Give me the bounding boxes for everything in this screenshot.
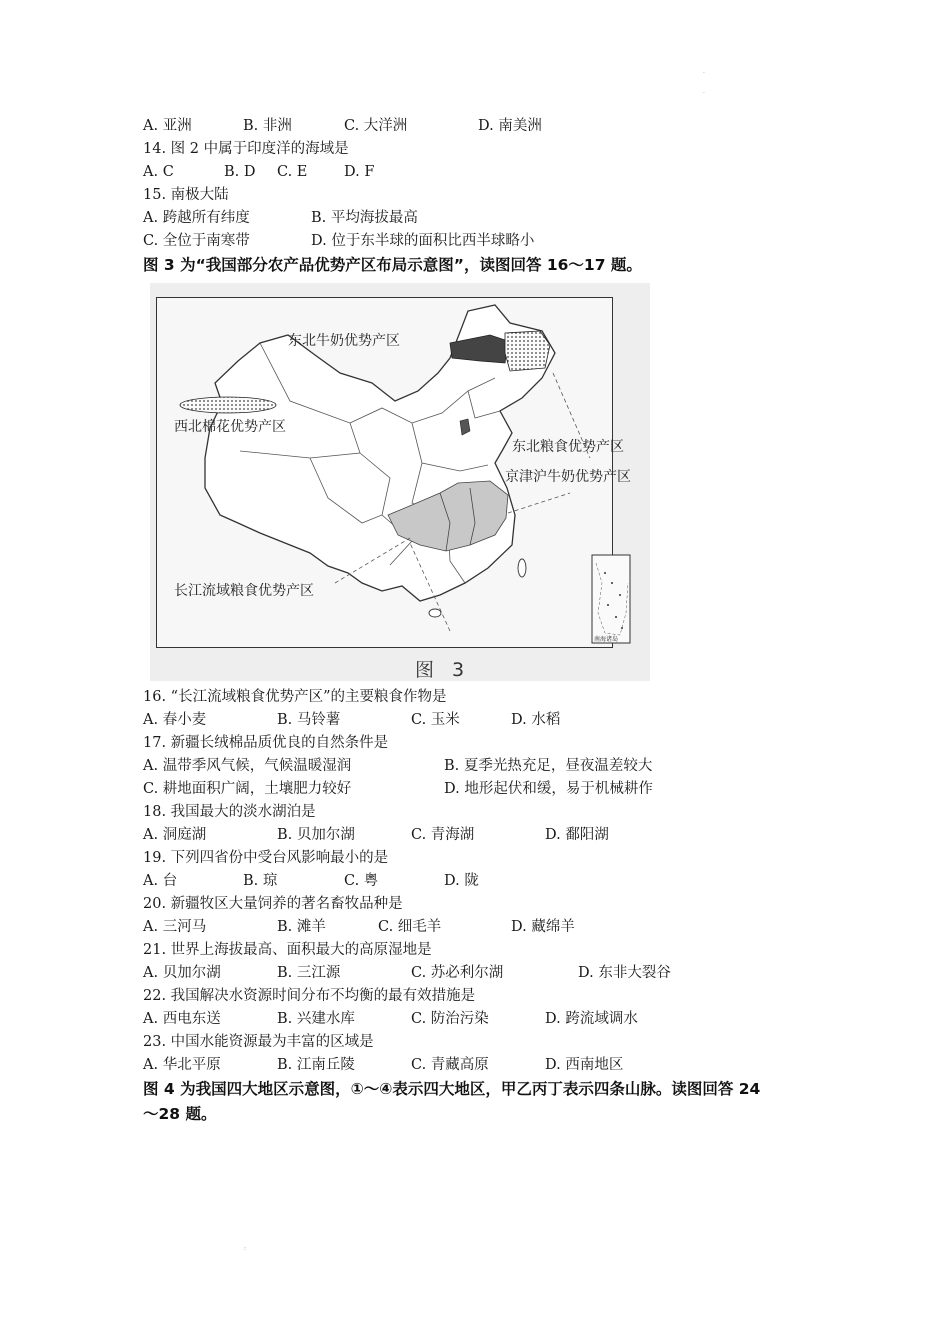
q13-option-b: B. 非洲 xyxy=(243,118,292,134)
q13-option-a: A. 亚洲 xyxy=(143,118,192,134)
q22-option-c: C. 防治污染 xyxy=(411,1011,489,1027)
south-sea-inset xyxy=(592,555,630,643)
q18-option-b: B. 贝加尔湖 xyxy=(277,827,355,843)
q19-option-d: D. 陇 xyxy=(444,873,479,889)
q14-option-d: D. F xyxy=(344,164,375,180)
figure-4-intro-line2: ～28 题。 xyxy=(143,1105,217,1123)
q18-stem: 18. 我国最大的淡水湖泊是 xyxy=(143,804,316,820)
q16-option-a: A. 春小麦 xyxy=(143,712,207,728)
q21-stem: 21. 世界上海拔最高、面积最大的高原湿地是 xyxy=(143,942,432,958)
q16-option-d: D. 水稻 xyxy=(511,712,561,728)
scan-speck: · xyxy=(703,90,705,97)
q17-option-d: D. 地形起伏和缓，易于机械耕作 xyxy=(444,781,653,797)
q17-stem: 17. 新疆长绒棉品质优良的自然条件是 xyxy=(143,735,389,751)
q22-option-b: B. 兴建水库 xyxy=(277,1011,355,1027)
q21-option-b: B. 三江源 xyxy=(277,965,341,981)
figure-3-intro: 图 3 为“我国部分农产品优势产区布局示意图”，读图回答 16～17 题。 xyxy=(143,256,642,274)
q15-option-d: D. 位于东半球的面积比西半球略小 xyxy=(311,233,535,249)
q23-stem: 23. 中国水能资源最为丰富的区域是 xyxy=(143,1034,374,1050)
q19-option-c: C. 粤 xyxy=(344,873,379,889)
q23-option-d: D. 西南地区 xyxy=(545,1057,624,1073)
q14-stem: 14. 图 2 中属于印度洋的海域是 xyxy=(143,141,349,157)
q14-option-a: A. C xyxy=(143,164,174,180)
label-jjh-milk: 京津沪牛奶优势产区 xyxy=(505,469,631,485)
northeast-region-dotted xyxy=(505,331,550,371)
q13-option-c: C. 大洋洲 xyxy=(344,118,408,134)
china-map-svg xyxy=(150,283,650,681)
q22-option-d: D. 跨流域调水 xyxy=(545,1011,638,1027)
q16-stem: 16. “长江流域粮食优势产区”的主要粮食作物是 xyxy=(143,689,447,705)
q15-option-a: A. 跨越所有纬度 xyxy=(143,210,250,226)
q13-option-d: D. 南美洲 xyxy=(478,118,542,134)
figure-4-intro-line1: 图 4 为我国四大地区示意图，①～④表示四大地区，甲乙丙丁表示四条山脉。读图回答 24 xyxy=(143,1080,761,1098)
label-northeast-grain: 东北粮食优势产区 xyxy=(512,439,624,455)
q22-option-a: A. 西电东送 xyxy=(143,1011,221,1027)
q21-option-c: C. 苏必利尔湖 xyxy=(411,965,504,981)
q19-option-a: A. 台 xyxy=(143,873,178,889)
q14-option-b: B. D xyxy=(224,164,256,180)
q23-option-a: A. 华北平原 xyxy=(143,1057,221,1073)
figure-3-map xyxy=(150,283,650,681)
q20-stem: 20. 新疆牧区大量饲养的著名畜牧品种是 xyxy=(143,896,403,912)
scan-speck: : xyxy=(244,1245,247,1252)
scan-speck: · xyxy=(703,70,705,77)
q20-option-b: B. 滩羊 xyxy=(277,919,326,935)
q15-option-c: C. 全位于南寒带 xyxy=(143,233,250,249)
q16-option-c: C. 玉米 xyxy=(411,712,460,728)
label-yangtze-grain: 长江流域粮食优势产区 xyxy=(174,583,314,599)
q21-option-a: A. 贝加尔湖 xyxy=(143,965,221,981)
q20-option-d: D. 藏绵羊 xyxy=(511,919,575,935)
south-sea-label: 南海诸岛 xyxy=(594,636,619,643)
label-northeast-milk: 东北牛奶优势产区 xyxy=(288,333,400,349)
q23-option-b: B. 江南丘陵 xyxy=(277,1057,355,1073)
q21-option-d: D. 东非大裂谷 xyxy=(578,965,671,981)
q22-stem: 22. 我国解决水资源时间分布不均衡的最有效措施是 xyxy=(143,988,476,1004)
q19-option-b: B. 琼 xyxy=(243,873,278,889)
q17-option-c: C. 耕地面积广阔，土壤肥力较好 xyxy=(143,781,352,797)
q18-option-a: A. 洞庭湖 xyxy=(143,827,207,843)
q20-option-a: A. 三河马 xyxy=(143,919,207,935)
q23-option-c: C. 青藏高原 xyxy=(411,1057,489,1073)
label-northwest-cotton: 西北棉花优势产区 xyxy=(174,419,286,435)
q15-option-b: B. 平均海拔最高 xyxy=(311,210,418,226)
q14-option-c: C. E xyxy=(277,164,308,180)
q18-option-d: D. 鄱阳湖 xyxy=(545,827,609,843)
figure-3-caption: 图 3 xyxy=(415,659,471,681)
q15-stem: 15. 南极大陆 xyxy=(143,187,229,203)
q17-option-b: B. 夏季光热充足，昼夜温差较大 xyxy=(444,758,653,774)
q16-option-b: B. 马铃薯 xyxy=(277,712,341,728)
q19-stem: 19. 下列四省份中受台风影响最小的是 xyxy=(143,850,389,866)
q20-option-c: C. 细毛羊 xyxy=(378,919,442,935)
northwest-cotton-region xyxy=(180,397,276,413)
q18-option-c: C. 青海湖 xyxy=(411,827,475,843)
q17-option-a: A. 温带季风气候，气候温暖湿润 xyxy=(143,758,352,774)
